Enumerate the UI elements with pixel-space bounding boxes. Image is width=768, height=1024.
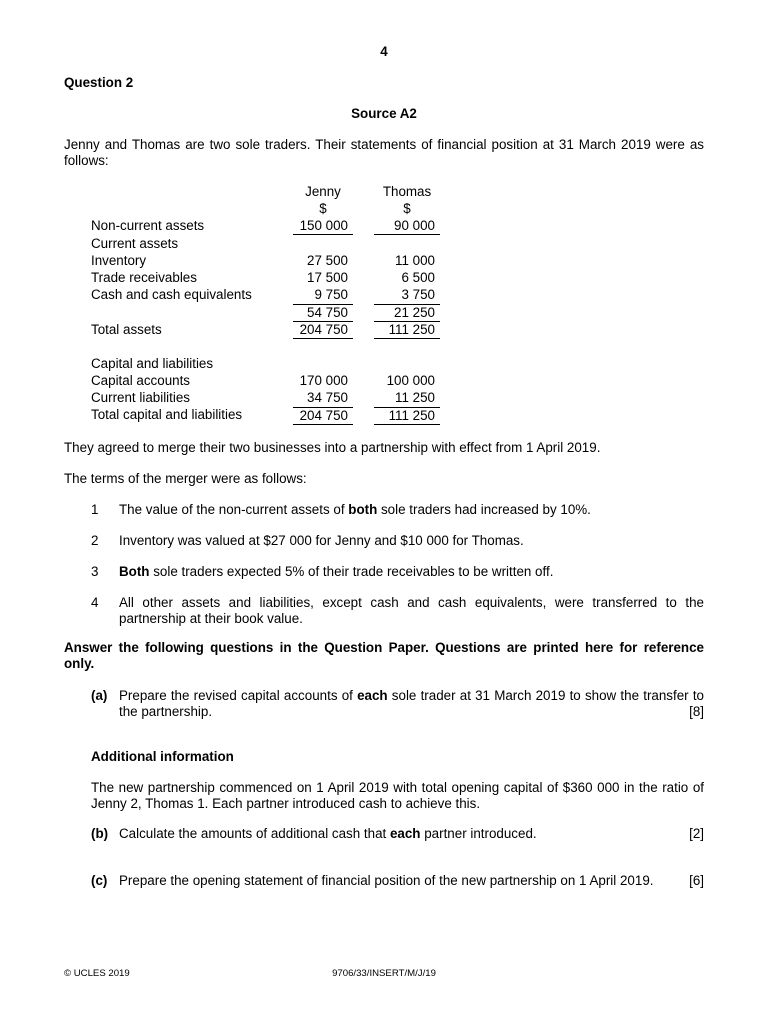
value-thomas: 3 750	[401, 287, 435, 303]
row-label: Capital accounts	[91, 373, 190, 389]
row-label: Capital and liabilities	[91, 355, 214, 371]
row-label: Inventory	[91, 252, 147, 268]
footer-copyright: © UCLES 2019	[64, 968, 130, 979]
question-label: (c)	[91, 873, 108, 888]
marks: [8]	[689, 704, 704, 719]
question-text: Calculate the amounts of additional cash that each partner introduced.	[119, 826, 537, 841]
marks: [6]	[689, 873, 704, 888]
value-jenny: 204 750	[293, 407, 353, 425]
merge-text: They agreed to merge their two businesses into a partnership with effect from 1 April 2019.	[64, 440, 601, 455]
term-number: 4	[91, 595, 99, 610]
value-jenny: 204 750	[293, 322, 353, 339]
term-number: 1	[91, 502, 99, 517]
row-label: Current liabilities	[91, 390, 190, 406]
additional-heading: Additional information	[91, 749, 234, 764]
value-jenny: 17 500	[307, 269, 348, 285]
term-text: The value of the non-current assets of both sole traders had increased by 10%.	[119, 502, 591, 517]
value-thomas: 6 500	[401, 269, 435, 285]
header-jenny: Jenny	[305, 184, 341, 199]
row-label: Total capital and liabilities	[91, 407, 243, 423]
row-label: Cash and cash equivalents	[91, 287, 252, 303]
question-label: (a)	[91, 688, 108, 703]
currency-jenny: $	[319, 201, 327, 217]
subtotal-thomas: 21 250	[374, 304, 440, 322]
value-jenny: 150 000	[293, 218, 353, 235]
term-number: 2	[91, 533, 99, 548]
value-thomas: 111 250	[374, 407, 440, 425]
terms-intro: The terms of the merger were as follows:	[64, 471, 307, 486]
footer-code: 9706/33/INSERT/M/J/19	[332, 968, 436, 979]
question-label: (b)	[91, 826, 109, 841]
row-label: Total assets	[91, 321, 162, 337]
term-text: Inventory was valued at $27 000 for Jenny and $10 000 for Thomas.	[119, 533, 524, 548]
source-title: Source A2	[351, 106, 417, 121]
value-thomas: 111 250	[374, 322, 440, 339]
row-label: Non-current assets	[91, 218, 205, 234]
value-thomas: 11 250	[395, 390, 435, 406]
term-text: Both sole traders expected 5% of their trade receivables to be written off.	[119, 564, 554, 579]
term-text: All other assets and liabilities, except cash and cash equivalents, were transferred to the partnership at their book value.	[119, 595, 704, 626]
value-thomas: 100 000	[386, 373, 435, 389]
header-thomas: Thomas	[382, 184, 432, 199]
marks: [2]	[689, 826, 704, 841]
row-label: Current assets	[91, 235, 179, 251]
term-number: 3	[91, 564, 99, 579]
question-text: Prepare the revised capital accounts of each sole trader at 31 March 2019 to show the transfer to the partnership.	[119, 688, 704, 719]
value-jenny: 34 750	[307, 390, 348, 406]
intro-text: Jenny and Thomas are two sole traders. Their statements of financial position at 31 March 2019 were as follows:	[64, 137, 704, 168]
row-label: Trade receivables	[91, 269, 197, 285]
subtotal-jenny: 54 750	[293, 304, 353, 322]
value-thomas: 11 000	[395, 252, 435, 268]
instruction-text: Answer the following questions in the Question Paper. Questions are printed here for reference only.	[64, 640, 704, 671]
page-number: 4	[380, 44, 388, 59]
value-jenny: 9 750	[314, 287, 348, 303]
question-title: Question 2	[64, 75, 134, 90]
value-jenny: 170 000	[299, 373, 348, 389]
additional-text: The new partnership commenced on 1 April 2019 with total opening capital of $360 000 in the ratio of Jenny 2, Thomas 1. Each partner introduced cash to achieve this.	[91, 780, 704, 811]
value-jenny: 27 500	[307, 252, 348, 268]
question-text: Prepare the opening statement of financial position of the new partnership on 1 April 2019.	[119, 873, 654, 888]
value-thomas: 90 000	[374, 218, 440, 235]
currency-thomas: $	[403, 201, 411, 217]
